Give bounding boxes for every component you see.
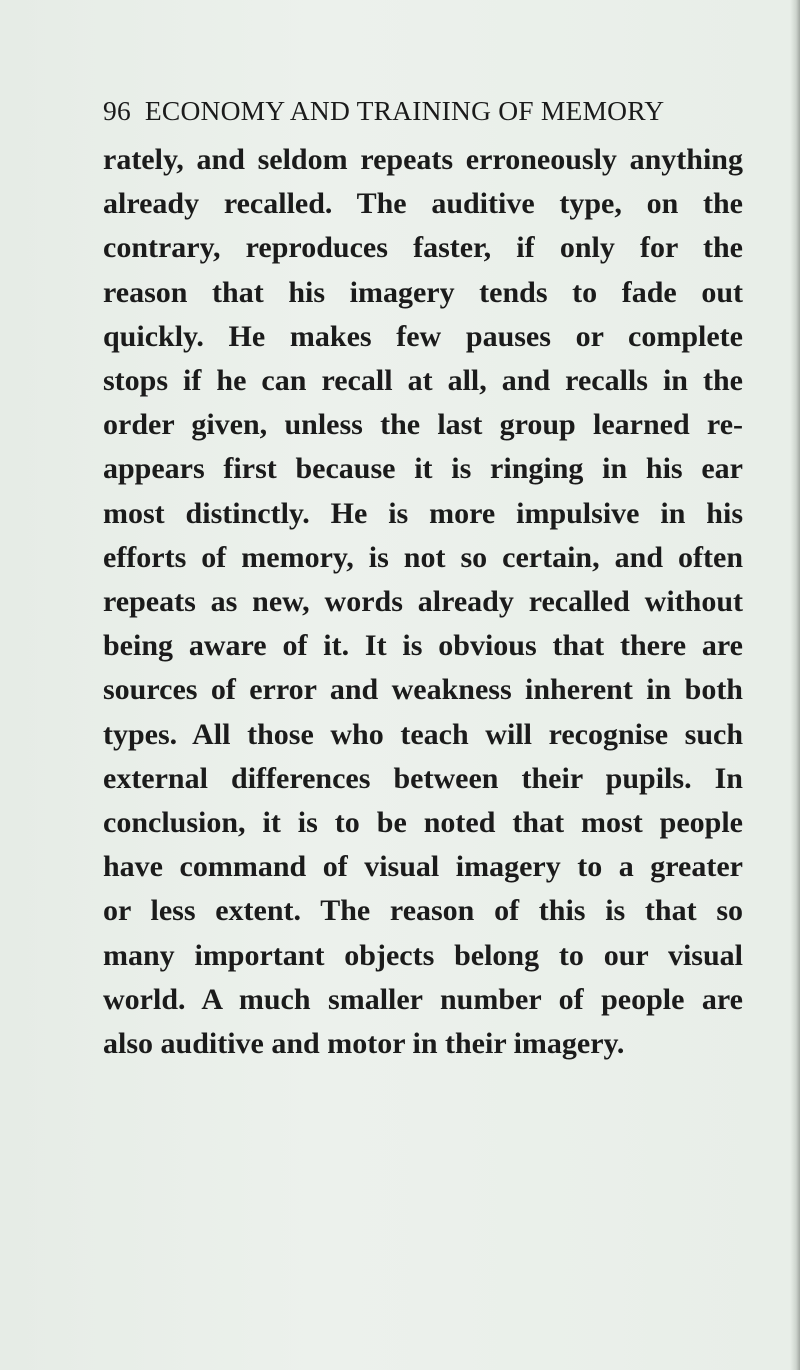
text-line: being aware of it. It is obvious that there are [103, 629, 743, 663]
text-line: world. A much smaller number of people are [103, 982, 743, 1016]
page-number: 96 [103, 95, 131, 126]
text-line: types. All those who teach will recognise such [103, 717, 743, 751]
text-line: quickly. He makes few pauses or complete [103, 319, 743, 353]
text-line: reason that his imagery tends to fade out [103, 275, 743, 309]
text-line: rately, and seldom repeats erroneously anything [103, 143, 743, 176]
text-line: already recalled. The auditive type, on the [103, 187, 743, 221]
text-line: many important objects belong to our visual [103, 938, 743, 972]
text-line: external differences between their pupils. In [103, 761, 743, 795]
text-line: have command of visual imagery to a greater [103, 850, 743, 884]
body-paragraph [103, 138, 743, 1066]
text-line: contrary, reproduces faster, if only for the [103, 231, 743, 265]
page-edge-shadow [790, 0, 800, 1370]
running-header [103, 95, 723, 127]
text-line: most distinctly. He is more impulsive in his [103, 496, 743, 530]
text-line: conclusion, it is to be noted that most people [103, 806, 743, 840]
text-line: sources of error and weakness inherent in both [103, 673, 743, 707]
text-line: also auditive and motor in their imagery. [103, 1027, 625, 1061]
running-title: ECONOMY AND TRAINING OF MEMORY [144, 95, 665, 126]
text-line: order given, unless the last group learned re- [103, 408, 743, 442]
text-line: appears first because it is ringing in his ear [103, 452, 743, 486]
text-line: stops if he can recall at all, and recalls in the [103, 364, 743, 398]
text-line: repeats as new, words already recalled without [103, 585, 743, 619]
text-line: or less extent. The reason of this is that so [103, 894, 743, 928]
text-line: efforts of memory, is not so certain, and often [103, 540, 743, 574]
